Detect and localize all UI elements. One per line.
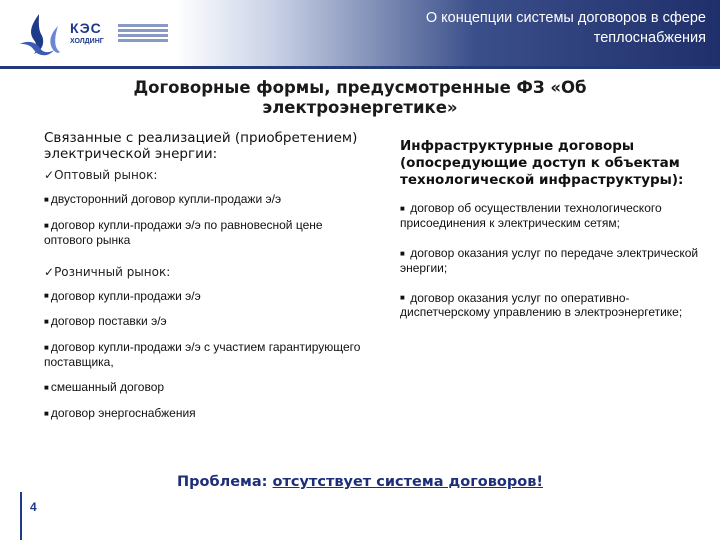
logo-mark-icon	[14, 10, 64, 58]
bullet-icon: ■	[44, 291, 49, 301]
bullet-icon: ■	[44, 382, 49, 392]
logo-tagline-graphic	[118, 24, 168, 44]
list-item: ■ договор оказания услуг по передаче электрической энергии;	[400, 245, 699, 275]
bullet-icon: ■	[400, 203, 405, 213]
bullet-icon: ■	[44, 408, 49, 418]
bullet-icon: ■	[44, 317, 49, 327]
wholesale-heading: ✓Оптовый рынок:	[44, 168, 158, 182]
list-item: ■ договор купли-продажи э/э	[44, 288, 201, 303]
slide-title	[100, 78, 620, 118]
page-number: 4	[30, 500, 37, 514]
left-column-heading: Связанные с реализацией (приобретением) электрической энергии:	[44, 130, 358, 162]
list-item: ■ договор поставки э/э	[44, 314, 167, 329]
list-item: ■ договор оказания услуг по оперативно-диспетчерскому управлению в электроэнергетике;	[400, 290, 683, 320]
problem-statement	[0, 474, 720, 490]
bullet-icon: ■	[44, 194, 49, 204]
list-item: ■ договор об осуществлении технологического присоединения к электрическим сетям;	[400, 201, 662, 230]
checkmark-icon: ✓	[44, 168, 55, 182]
bullet-icon: ■	[44, 220, 49, 230]
logo-subname: ХОЛДИНГ	[70, 38, 104, 45]
presentation-title-line1: О концепции системы договоров в сфере	[425, 10, 706, 26]
presentation-title	[346, 8, 706, 48]
right-column-heading: Инфраструктурные договоры (опосредующие доступ к объектам технологической инфраструктуры):	[400, 138, 684, 188]
checkmark-icon: ✓	[44, 264, 55, 279]
list-item: ■ двусторонний договор купли-продажи э/э	[44, 192, 282, 206]
bullet-icon: ■	[400, 293, 405, 303]
slide-header	[0, 0, 720, 68]
logo-name: КЭС	[70, 20, 102, 36]
problem-prefix: Проблема:	[176, 474, 273, 490]
list-item: ■ смешанный договор	[44, 380, 165, 395]
list-item: ■ договор купли-продажи э/э с участием гарантирующего поставщика,	[44, 340, 361, 370]
company-logo	[14, 10, 174, 58]
list-item: ■ договор энергоснабжения	[44, 405, 196, 420]
bullet-icon: ■	[44, 343, 49, 353]
list-item: ■ договор купли-продажи э/э по равновесной цене оптового рынка	[44, 217, 323, 247]
left-column	[44, 130, 374, 432]
slide-title-line2: электроэнергетике»	[262, 98, 458, 117]
retail-heading: ✓Розничный рынок:	[44, 264, 171, 279]
presentation-title-line2: теплоснабжения	[593, 30, 706, 46]
bullet-icon: ■	[400, 248, 405, 258]
right-column	[400, 138, 700, 335]
page-number-rule	[20, 492, 22, 540]
problem-emphasis: отсутствует система договоров!	[272, 474, 544, 490]
header-divider	[0, 66, 720, 69]
slide-title-line1: Договорные формы, предусмотренные ФЗ «Об	[133, 78, 587, 97]
